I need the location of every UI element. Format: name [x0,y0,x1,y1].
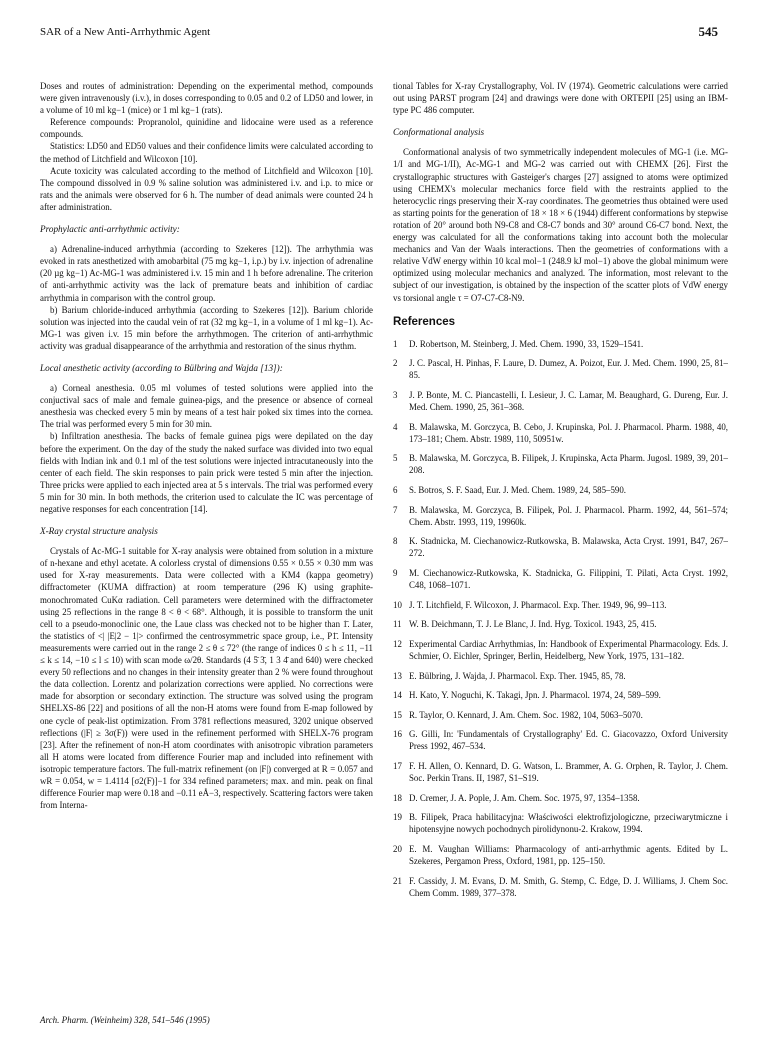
reference-number: 17 [393,761,402,772]
reference-item [393,792,728,804]
reference-text: J. C. Pascal, H. Pinhas, F. Laure, D. Dumez, A. Poizot, Eur. J. Med. Chem. 1990, 25, 81–85. [409,358,728,381]
right-column [393,80,728,906]
reference-number: 11 [393,619,402,630]
reference-text: B. Filipek, Praca habilitacyjna: Właściwości elektrofizjologiczne, przeciwarytmiczne i hipotensyjne nowych pochodnych pirolidynonu-2. Krakow, 1994. [409,812,728,835]
reference-number: 20 [393,844,402,854]
reference-item [393,843,728,867]
footer-citation: Arch. Pharm. (Weinheim) 328, 541–546 (1995) [40,1015,210,1025]
section-heading-prophylactic: Prophylactic anti-arrhythmic activity: [40,224,180,235]
paragraph-continued: tional Tables for X-ray Crystallography, Vol. IV (1974). Geometric calculations were carried out using PARST program [24] and drawings were done with ORTEPII [25] using an IBM-type PC 486 computer. [393,81,728,116]
reference-text: K. Stadnicka, M. Ciechanowicz-Rutkowska, B. Malawska, Acta Cryst. 1991, B47, 267–272. [409,536,728,559]
paragraph-statistics: Statistics: LD50 and ED50 values and their confidence limits were calculated according to the method of Litchfield and Wilcoxon [10]. [40,141,373,164]
running-title: SAR of a New Anti-Arrhythmic Agent [40,26,211,38]
reference-text: M. Ciechanowicz-Rutkowska, K. Stadnicka, G. Filippini, T. Pilati, Acta Cryst. 1992, C48, 1068–1071. [409,568,728,591]
paragraph-xray: Crystals of Ac-MG-1 suitable for X-ray analysis were obtained from solution in a mixture of n-hexane and ethyl acetate. A colorless crystal of dimensions 0.55 × 0.55 × 0.30 mm was used for X-ray measurements. Data were collected with a KM4 (kappa geometry) diffractometer (KUMA diffraction) at room temperature (296 K) using graphite-monochromated CuKα radiation. Cell parameters were determined with the diffractometer using 25 reflections in the range 8 < θ < 68°. Although, it is possible to transform the unit cell to a pseudo-monoclinic one, the Laue class was checked not to be higher than 1̄. Later, the statistics of <| |E|2 − 1|> confirmed the centrosymmetric space group, i.e., P1̄. Intensity measurements were carried out in the range 2 ≤ θ ≤ 72° (the range of indices 0 ≤ h ≤ 11, −11 ≤ k ≤ 14, −10 ≤ l ≤ 10) with scan mode ω/2θ. Standards (4 5̄ 3̄, 1 3 4̄ and 640) were checked every 50 reflections and no changes in their intensity greater than 2 % were found throughout the data collection. Lorentz and polarization corrections were applied. No corrections were made for absorption or secondary extinction. The structure was solved using the program SHELXS-86 [22] and positions of all the non-H atoms were found from E-map followed by one cycle of peak-list optimization. From 3781 reflections measured, 3202 unique observed reflections (|F| ≥ 3σ(F)) were used in the refinement performed with SHELX-76 program [23]. After the refinement of non-H atom coordinates with anisotropic vibration parameters all H atoms were located from difference Fourier map and included into refinement with isotropic temperature factors. The full-matrix refinement (on |F|) converged at R = 0.057 and wR = 0.054, w = 1.4114 [σ2(F)]−1 for 334 refined parameters; max. and min. peak on final difference Fourier map were 0.18 and −0.11 eÅ−3, respectively. Scattering factors were taken from Interna- [40,546,373,811]
reference-item [393,728,728,752]
paragraph-barium: b) Barium chloride-induced arrhythmia (according to Szekeres [12]). Barium chloride solution was injected into the caudal vein of rat (32 mg kg−1, in a volume of 1 ml kg−1). Ac-MG-1 was given i.v. 15 min before the arrhythmogen. The criterion of anti-arrhythmic activity was gradual disappearance of the arrhythmia and restoration of the sinus rhythm. [40,304,373,351]
reference-item [393,811,728,835]
reference-number: 15 [393,709,402,720]
reference-item [393,599,728,611]
reference-text: S. Botros, S. F. Saad, Eur. J. Med. Chem. 1989, 24, 585–590. [409,485,626,496]
reference-item [393,760,728,784]
reference-number: 4 [393,421,398,432]
reference-number: 10 [393,599,402,610]
reference-item [393,875,728,899]
reference-item [393,618,728,630]
paragraph-reference-compounds: Reference compounds: Propranolol, quinidine and lidocaine were used as a reference compounds. [40,117,373,140]
reference-item [393,421,728,445]
reference-number: 14 [393,690,402,701]
reference-number: 3 [393,389,398,400]
reference-number: 19 [393,812,402,823]
reference-number: 5 [393,453,398,464]
reference-text: E. Bülbring, J. Wajda, J. Pharmacol. Exp. Ther. 1945, 85, 78. [409,670,626,681]
reference-number: 2 [393,358,398,369]
reference-item [393,535,728,559]
reference-number: 16 [393,729,402,740]
reference-text: B. Malawska, M. Gorczyca, B. Filipek, Pol. J. Pharmacol. Pharm. 1992, 44, 561–574; Chem. Abstr. 1993, 119, 19960k. [409,504,728,527]
reference-text: H. Kato, Y. Noguchi, K. Takagi, Jpn. J. Pharmacol. 1974, 24, 589–599. [409,690,661,701]
reference-text: Experimental Cardiac Arrhythmias, In: Handbook of Experimental Pharmacology. Eds. J. Schmier, O. Eichler, Springer, Berlin, Heidelberg, New York, 1975, 131–182. [409,638,728,661]
reference-text: R. Taylor, O. Kennard, J. Am. Chem. Soc. 1982, 104, 5063–5070. [409,709,643,720]
reference-text: E. M. Vaughan Williams: Pharmacology of anti-arrhythmic agents. Edited by L. Szekeres, Pergamon Press, Oxford, 1981, pp. 125–150. [409,844,728,867]
reference-number: 21 [393,875,402,886]
reference-number: 13 [393,670,402,681]
reference-item [393,452,728,476]
paragraph-conformational: Conformational analysis of two symmetrically independent molecules of MG-1 (i.e. MG-1/I and MG-1/II), Ac-MG-1 and MG-2 was carried out with CHEMX [26]. First the crystallographic structures with Gasteiger's charges [27] assigned to atoms were optimized using CHEMX's molecular mechanics force field with the restraints applied to the heterocyclic rings preserving their X-ray coordinates. The geometries thus obtained were used as starting points for the generation of 18 × 18 × 6 (1944) different conformations by stepwise rotation of 20° around both N9-C8 and C8-C7 bonds and 30° around C6-C7 bond. Next, the energy was calculated for all the conformations taking into account both the molecular mechanics and Van der Waals interactions. Then the geometries of conformations with a relative VdW energy within 10 kcal mol−1 (248.9 kJ mol−1) above the global minimum were optimized using molecular mechanics and analyzed. The information, most relevant to the subject of our investigation, is obtained by the inspection of the scatter plots of VdW energy vs torsional angle τ = O7-C7-C8-N9. [393,147,728,303]
reference-text: B. Malawska, M. Gorczyca, B. Filipek, J. Krupinska, Acta Pharm. Jugosl. 1989, 39, 201–208. [409,453,728,476]
reference-number: 1 [393,338,398,349]
reference-number: 7 [393,504,398,515]
reference-item [393,689,728,701]
reference-item [393,709,728,721]
reference-text: G. Gilli, In: 'Fundamentals of Crystallography' Ed. C. Giacovazzo, Oxford University Press 1992, 467–534. [409,729,728,752]
reference-text: D. Robertson, M. Steinberg, J. Med. Chem. 1990, 33, 1529–1541. [409,338,644,349]
reference-item [393,389,728,413]
section-heading-xray: X-Ray crystal structure analysis [40,526,158,537]
reference-number: 12 [393,638,402,649]
reference-number: 8 [393,536,398,547]
reference-number: 6 [393,485,398,496]
paragraph-doses: Doses and routes of administration: Depending on the experimental method, compounds were given intravenously (i.v.), in doses corresponding to 0.05 and 0.2 of LD50 and lower, in a volume of 10 ml kg−1 (mice) or 1 ml kg−1 (rats). [40,81,373,116]
paragraph-acute-toxicity: Acute toxicity was calculated according to the method of Litchfield and Wilcoxon [10]. The compound dissolved in 0.9 % saline solution was administered i.v. and i.p. to mice or rats and the animals were observed for 6 h. The number of dead animals were counted 24 h after administration. [40,165,373,212]
reference-item [393,670,728,682]
paragraph-adrenaline: a) Adrenaline-induced arrhythmia (according to Szekeres [12]). The arrhythmia was evoked in rats anesthetized with amobarbital (75 mg kg−1, i.p.) by i.v. injection of adrenaline (20 µg kg−1) Ac-MG-1 was administered i.v. 15 min and 1 h before adrenaline. The criterion of anti-arrhythmic activity was the lack of premature beats and inhibition of cardiac arrhythmia in comparison with the control group. [40,244,373,303]
reference-text: D. Cremer, J. A. Pople, J. Am. Chem. Soc. 1975, 97, 1354–1358. [409,792,640,803]
reference-item [393,338,728,350]
reference-text: J. P. Bonte, M. C. Piancastelli, I. Lesieur, J. C. Lamar, M. Beaughard, G. Dureng, Eur. J. Med. Chem. 1990, 25, 361–368. [409,389,728,413]
page-number: 545 [698,24,718,39]
reference-text: B. Malawska, M. Gorczyca, B. Cebo, J. Krupinska, Pol. J. Pharmacol. Pharm. 1988, 40, 173–181; Chem. Abstr. 1989, 110, 50951w. [409,421,728,444]
reference-item [393,504,728,528]
section-heading-local-anesthetic: Local anesthetic activity (according to Bülbring and Wajda [13]): [40,362,283,373]
paragraph-infiltration: b) Infiltration anesthesia. The backs of female guinea pigs were depilated on the day before the experiment. On the day of the study the naked surface was divided into two equal fields with Indian ink and 0.1 ml of the test solutions were injected intracutaneously into the center of each field. The skin responses to pain prick were tested 5 min after the injection. Three pricks were applied to each injected area at 5 s intervals. The trial was performed every 5 min for 30 min. In both methods, the criterion used to calculate the IC was percentage of negative responses for each concentration [14]. [40,431,373,514]
left-column [40,80,373,811]
paragraph-corneal: a) Corneal anesthesia. 0.05 ml volumes of tested solutions were applied into the conjuctival sacs of male and female guinea-pigs, and the presence or absence of corneal anesthesia was checked every 5 min by means of a test hair poked six times into the cornea. The trial was performed every 5 min for 30 min. [40,383,373,430]
references-heading: References [393,315,456,328]
reference-item [393,484,728,496]
reference-text: F. H. Allen, O. Kennard, D. G. Watson, L. Brammer, A. G. Orphen, R. Taylor, J. Chem. Soc. Perkin Trans. II, 1987, S1–S19. [409,761,728,784]
section-heading-conformational: Conformational analysis [393,127,485,138]
reference-text: J. T. Litchfield, F. Wilcoxon, J. Pharmacol. Exp. Ther. 1949, 96, 99–113. [409,599,667,610]
reference-number: 18 [393,792,402,803]
reference-item [393,567,728,591]
reference-text: W. B. Deichmann, T. J. Le Blanc, J. Ind. Hyg. Toxicol. 1943, 25, 415. [409,619,657,630]
reference-item [393,638,728,662]
reference-number: 9 [393,568,398,578]
reference-list [393,338,728,899]
reference-item [393,357,728,381]
reference-text: F. Cassidy, J. M. Evans, D. M. Smith, G. Stemp, C. Edge, D. J. Williams, J. Chem Soc. Chem Comm. 1989, 377–378. [409,875,728,898]
